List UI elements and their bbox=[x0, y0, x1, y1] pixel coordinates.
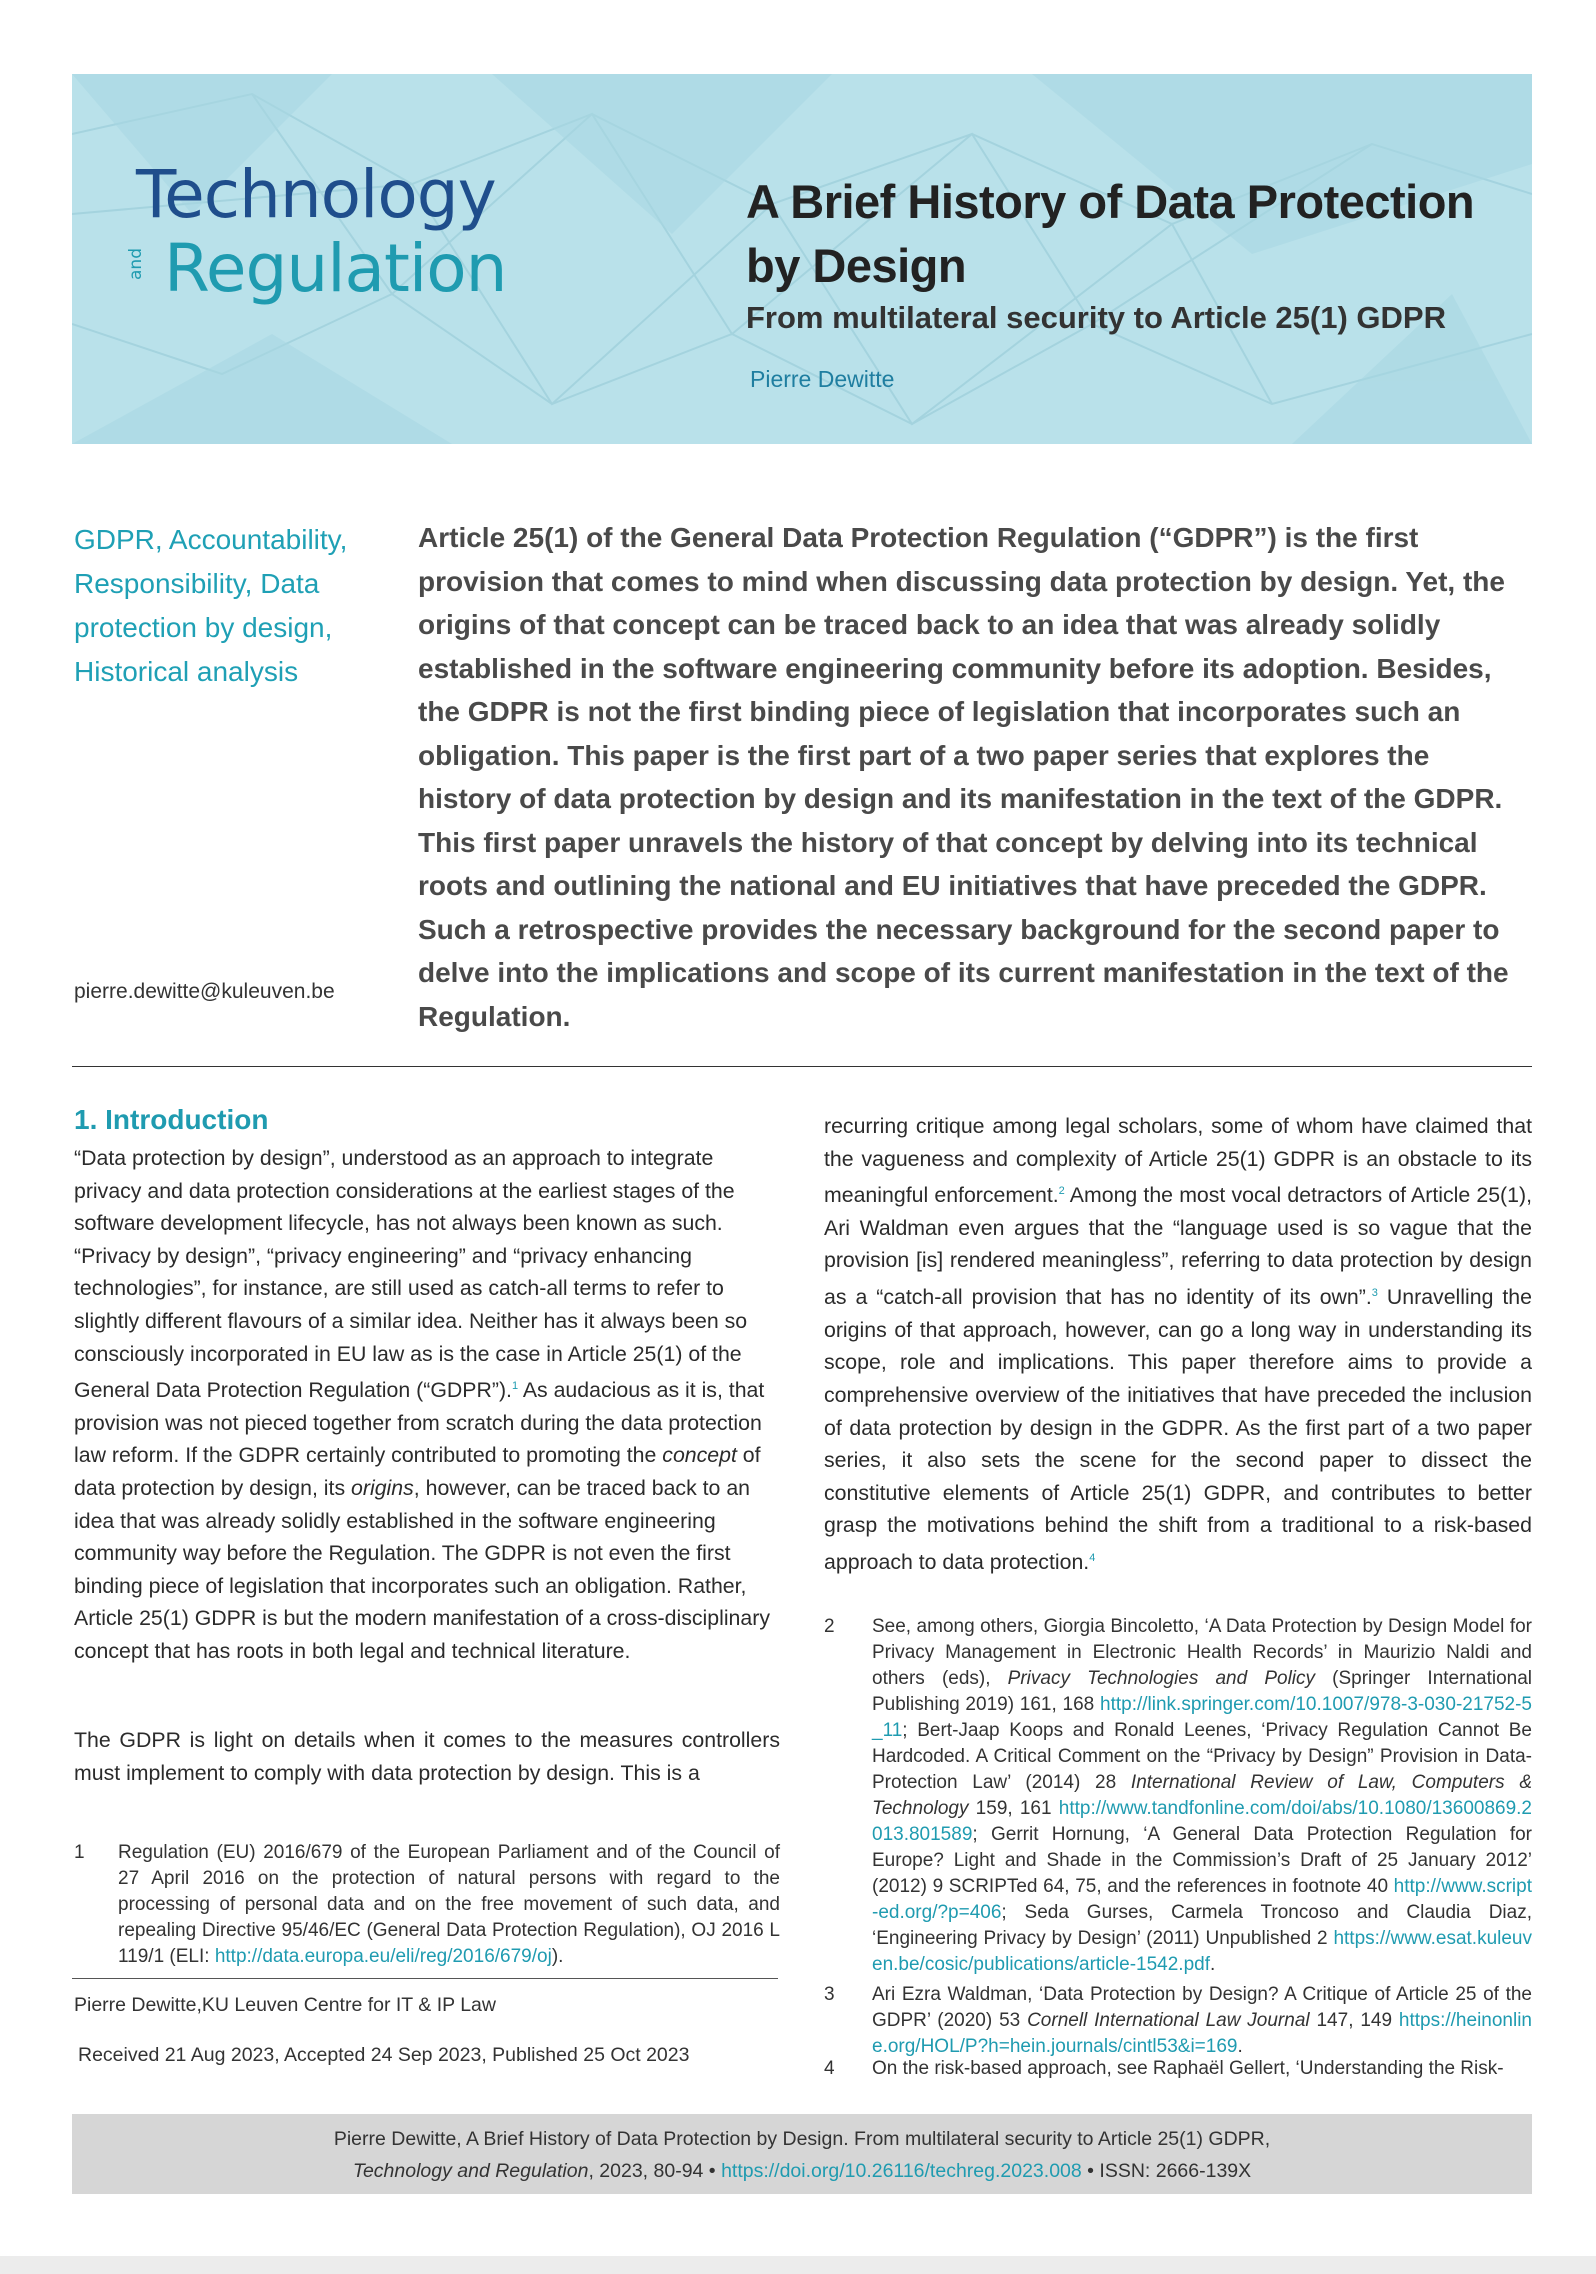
citation-details: Technology and Regulation, 2023, 80-94 • https://doi.org/10.26116/techreg.2023.008 • ISSN: 2666-139X bbox=[352, 2160, 1252, 2182]
footnote-link[interactable]: http://www.tandfonline.com/doi/abs/10.1080/13600869.2013.801589 bbox=[872, 1798, 1532, 1845]
intro-paragraph-2: The GDPR is light on details when it comes to the measures controllers must implement to comply with data protection by design. This is a bbox=[74, 1728, 780, 1785]
page-bottom-strip bbox=[0, 2256, 1596, 2274]
footnote-link[interactable]: https://heinonline.org/HOL/P?h=hein.journals/cintl53&i=169 bbox=[872, 2010, 1532, 2057]
intro-paragraph-continued: recurring critique among legal scholars, some of whom have claimed that the vagueness and complexity of Article 25(1) GDPR is an obstacle to its meaningful enforcement.$^2$ Among the most vocal detractors of Article 25(1), Ari Waldman even argues that the “language used is so vague that the provision [is] rendered meaningless”, referring to data protection by design as a “catch-all provision that has no identity of its own”.$^3$ Unravelling the origins of that approach, however, can go a long way in understanding its scope, role and implications. This paper therefore aims to provide a comprehensive overview of the initiatives that have preceded the inclusion of data protection by design in the GDPR. As the first part of a two paper series, it also sets the scene for the second paper to dissect the constitutive elements of Article 25(1) GDPR, and contributes to better grasp the motivations behind the shift from a traditional to a risk-based approach to data protection.$^4$ bbox=[824, 1114, 1532, 1574]
footnote-ref-4[interactable]: 4 bbox=[1089, 1551, 1096, 1564]
author-affiliation: Pierre Dewitte,KU Leuven Centre for IT & IP Law bbox=[74, 1994, 496, 2016]
footnote-number: 1 bbox=[74, 1842, 85, 1863]
footnote-link[interactable]: http://link.springer.com/10.1007/978-3-030-21752-5_11 bbox=[872, 1694, 1532, 1741]
abstract: Article 25(1) of the General Data Protection Regulation (“GDPR”) is the first provision that comes to mind when discussing data protection by design. Yet, the origins of that concept can be traced back to an idea that was already solidly established in the software engineering community before its adoption. Besides, the GDPR is not the first binding piece of legislation that incorporates such an obligation. This paper is the first part of a two paper series that explores the history of data protection by design and its manifestation in the text of the GDPR. This first paper unravels the history of that concept by delving into its technical roots and outlining the national and EU initiatives that have preceded the GDPR. Such a retrospective provides the necessary background for the second paper to delve into the implications and scope of its current manifestation in the text of the Regulation. bbox=[418, 522, 1509, 1032]
footnote-ref-2[interactable]: 2 bbox=[1058, 1185, 1065, 1198]
publication-dates: Received 21 Aug 2023, Accepted 24 Sep 2023, Published 25 Oct 2023 bbox=[78, 2044, 690, 2066]
header-banner bbox=[72, 74, 1532, 444]
section-heading-introduction: 1. Introduction bbox=[74, 1104, 269, 1135]
paper-title: A Brief History of Data Protection by Design bbox=[746, 175, 1475, 292]
footnote-text: Regulation (EU) 2016/679 of the European Parliament and of the Council of 27 April 2016 on the protection of natural persons with regard to the processing of personal data and on the free movement of such data, and repealing Directive 95/46/EC (General Data Protection Regulation), OJ 2016 L 119/1 (ELI: http://data.europa.eu/eli/reg/2016/679/oj). bbox=[118, 1842, 780, 1967]
footnote-number: 2 bbox=[824, 1616, 835, 1637]
brand-regulation: Regulation bbox=[164, 230, 507, 307]
paper-author: Pierre Dewitte bbox=[750, 366, 895, 392]
citation-line: Pierre Dewitte, A Brief History of Data Protection by Design. From multilateral security to Article 25(1) GDPR, bbox=[333, 2128, 1271, 2150]
keywords: GDPR, Accountability, Responsibility, Data protection by design, Historical analysis bbox=[74, 524, 348, 687]
footnote-number: 3 bbox=[824, 1984, 835, 2005]
footnote-number: 4 bbox=[824, 2058, 835, 2079]
footnote-text: On the risk-based approach, see Raphaël Gellert, ‘Understanding the Risk- bbox=[872, 2058, 1504, 2079]
brand-technology: Technology bbox=[136, 156, 496, 233]
footnote-ref-1[interactable]: 1 bbox=[511, 1380, 519, 1393]
doi-link[interactable]: https://doi.org/10.26116/techreg.2023.008 bbox=[721, 2160, 1082, 2182]
intro-paragraph-1: “Data protection by design”, understood as an approach to integrate privacy and data protection considerations at the earliest stages of the software development lifecycle, has not always been known as such. “Privacy by design”, “privacy engineering” and “privacy enhancing technologies”, for instance, are still used as catch-all terms to refer to slightly different flavours of a similar idea. Neither has it always been so consciously incorporated in EU law as is the case in Article 25(1) of the General Data Protection Regulation (“GDPR”).$^1$ As audacious as it is, that provision was not pieced together from scratch during the data protection law reform. If the GDPR certainly contributed to promoting the concept of data protection by design, its origins, however, can be traced back to an idea that was already solidly established in the software engineering community way before the Regulation. The GDPR is not even the first binding piece of legislation that incorporates such an obligation. Rather, Article 25(1) GDPR is but the modern manifestation of a cross-disciplinary concept that has roots in both legal and technical literature. bbox=[74, 1146, 770, 1663]
footnote-ref-3[interactable]: 3 bbox=[1371, 1287, 1378, 1300]
footnote-divider bbox=[72, 1978, 778, 1979]
citation-footer bbox=[72, 2114, 1532, 2194]
footnote-text: See, among others, Giorgia Bincoletto, ‘A Data Protection by Design Model for Privacy Management in Electronic Health Records’ in Maurizio Naldi and others (eds), Privacy Technologies and Policy (Springer International Publishing 2019) 161, 168 http://link.springer.com/10.1007/978-3-030-21752-5_11; Bert-Jaap Koops and Ronald Leenes, ‘Privacy Regulation Cannot Be Hardcoded. A Critical Comment on the “Privacy by Design” Provision in Data-Protection Law’ (2014) 28 International Review of Law, Computers & Technology 159, 161 http://www.tandfonline.com/doi/abs/10.1080/13600869.2013.801589; Gerrit Hornung, ‘A General Data Protection Regulation for Europe? Light and Shade in the Commission’s Draft of 25 January 2012’ (2012) 9 SCRIPTed 64, 75, and the references in footnote 40 http://www.script-ed.org/?p=406; Seda Gurses, Carmela Troncoso and Claudia Diaz, ‘Engineering Privacy by Design’ (2011) Unpublished 2 https://www.esat.kuleuven.be/cosic/publications/article-1542.pdf. bbox=[872, 1616, 1533, 1975]
author-email[interactable]: pierre.dewitte@kuleuven.be bbox=[74, 980, 335, 1003]
paper-subtitle: From multilateral security to Article 25(1) GDPR bbox=[746, 300, 1446, 335]
brand-and: and bbox=[125, 248, 146, 280]
abstract-divider bbox=[72, 1066, 1532, 1067]
footnote-link[interactable]: http://www.script-ed.org/?p=406 bbox=[872, 1876, 1532, 1923]
footnote-link[interactable]: https://www.esat.kuleuven.be/cosic/publications/article-1542.pdf bbox=[872, 1928, 1532, 1975]
footnote-link[interactable]: http://data.europa.eu/eli/reg/2016/679/oj bbox=[214, 1946, 552, 1967]
journal-name: Technology and Regulation bbox=[352, 2160, 589, 2182]
footnote-text: Ari Ezra Waldman, ‘Data Protection by Design? A Critique of Article 25 of the GDPR’ (2020) 53 Cornell International Law Journal 147, 149 https://heinonline.org/HOL/P?h=hein.journals/cintl53&i=169. bbox=[872, 1984, 1532, 2057]
